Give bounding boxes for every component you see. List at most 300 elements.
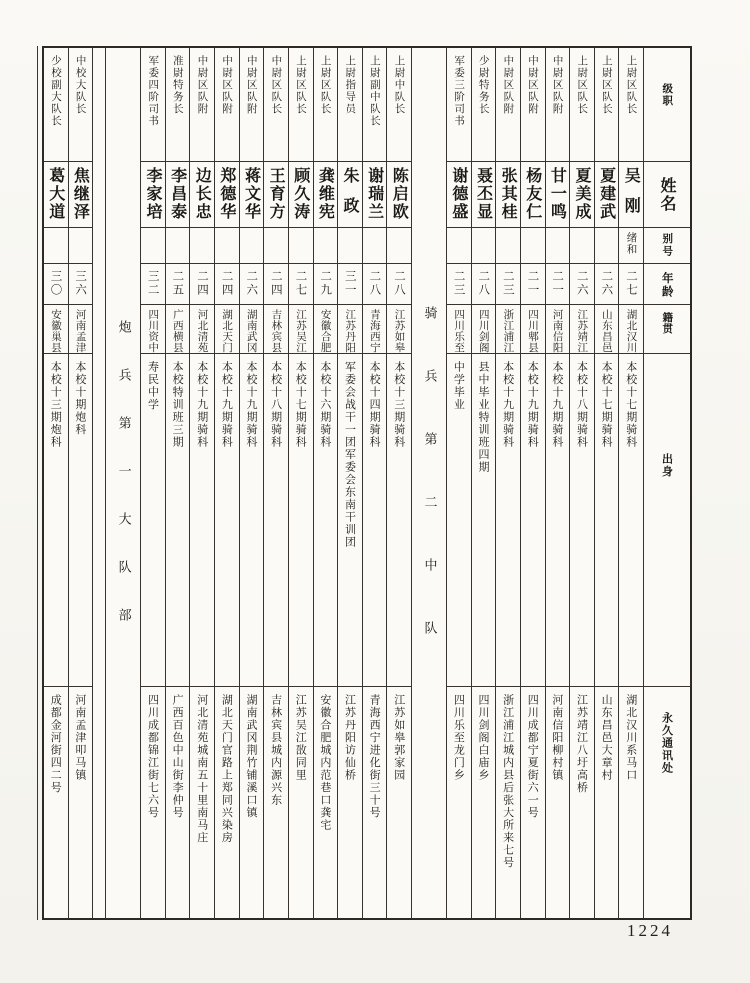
age-text: 二八 — [368, 270, 383, 297]
rank-text: 上尉中队长 — [393, 55, 406, 115]
name-cell — [190, 162, 214, 228]
rank-text: 军委四阶司书 — [147, 55, 160, 127]
table-header-column — [643, 48, 690, 918]
rank-cell — [472, 48, 496, 162]
section-title-text: 炮兵第一大队部 — [115, 320, 131, 656]
age-text: 二一 — [526, 270, 541, 297]
name-cell — [546, 162, 570, 228]
address-text: 安徽合肥城内范巷口龚宅 — [318, 694, 332, 832]
age-cell — [44, 264, 68, 305]
name-text: 龚维宪 — [316, 167, 336, 221]
rank-text: 中尉区队附 — [245, 55, 258, 115]
address-cell — [387, 687, 411, 918]
origin-cell — [472, 305, 496, 354]
background-text: 中学毕业 — [452, 361, 466, 411]
address-cell — [166, 687, 190, 918]
rank-cell — [289, 48, 313, 162]
rank-cell — [546, 48, 570, 162]
header-label-background: 出身 — [660, 453, 674, 478]
origin-cell — [447, 305, 471, 354]
address-cell — [141, 687, 165, 918]
rank-cell — [69, 48, 93, 162]
address-text: 江苏如皋郭家园 — [392, 694, 406, 782]
background-cell — [595, 354, 619, 687]
origin-text: 河北清苑 — [196, 309, 209, 353]
origin-text: 四川乐至 — [453, 309, 466, 353]
rank-cell — [595, 48, 619, 162]
header-cell-age — [644, 264, 690, 305]
address-text: 河北清苑城南五十里南马庄 — [195, 694, 209, 844]
rank-text: 中尉区队附 — [221, 55, 234, 115]
name-text: 聂丕显 — [474, 167, 494, 221]
alias-cell — [595, 228, 619, 264]
alias-cell — [264, 228, 288, 264]
rank-cell — [190, 48, 214, 162]
alias-cell — [472, 228, 496, 264]
person-column — [495, 48, 520, 918]
alias-cell — [521, 228, 545, 264]
background-text: 本校特训班三期 — [171, 361, 185, 449]
origin-cell — [314, 305, 338, 354]
origin-cell — [595, 305, 619, 354]
name-cell — [240, 162, 264, 228]
address-text: 四川乐至龙门乡 — [452, 694, 466, 782]
name-cell — [69, 162, 93, 228]
section-title-column — [105, 48, 140, 918]
background-cell — [166, 354, 190, 687]
age-cell — [289, 264, 313, 305]
header-cell-alias — [644, 228, 690, 264]
age-text: 二一 — [551, 270, 566, 297]
address-text: 湖南武冈荆竹铺溪口镇 — [244, 694, 258, 819]
alias-cell — [44, 228, 68, 264]
name-text: 边长忠 — [193, 167, 213, 221]
alias-cell — [363, 228, 387, 264]
name-cell — [472, 162, 496, 228]
name-text: 顾久涛 — [291, 167, 311, 221]
alias-cell — [387, 228, 411, 264]
background-text: 本校十九期骑科 — [501, 361, 515, 449]
age-text: 三二 — [146, 270, 161, 297]
name-cell — [619, 162, 643, 228]
name-text: 李家培 — [143, 167, 163, 221]
address-text: 青海西宁进化街三十号 — [368, 694, 382, 819]
rank-text: 上尉副中队长 — [368, 55, 381, 127]
age-cell — [387, 264, 411, 305]
rank-text: 上尉指导员 — [344, 55, 357, 115]
person-column — [68, 48, 93, 918]
name-cell — [363, 162, 387, 228]
header-cell-background — [644, 354, 690, 687]
address-cell — [289, 687, 313, 918]
origin-text: 四川剑阁 — [477, 309, 490, 353]
person-column — [239, 48, 264, 918]
address-text: 河南孟津叩马镇 — [73, 694, 87, 782]
age-text: 二六 — [600, 270, 615, 297]
alias-cell — [314, 228, 338, 264]
background-text: 本校十三期炮科 — [49, 361, 63, 449]
background-text: 本校十九期骑科 — [244, 361, 258, 449]
age-text: 二四 — [195, 270, 210, 297]
origin-cell — [363, 305, 387, 354]
origin-text: 安徽巢县 — [49, 309, 62, 353]
background-text: 本校十期炮科 — [73, 361, 87, 436]
background-cell — [69, 354, 93, 687]
name-cell — [166, 162, 190, 228]
rank-cell — [521, 48, 545, 162]
person-column — [471, 48, 496, 918]
age-cell — [546, 264, 570, 305]
person-column — [446, 48, 471, 918]
age-cell — [595, 264, 619, 305]
spacer-column — [92, 48, 105, 918]
name-text: 张其桂 — [499, 167, 519, 221]
background-cell — [190, 354, 214, 687]
name-cell — [595, 162, 619, 228]
name-cell — [141, 162, 165, 228]
background-cell — [338, 354, 362, 687]
person-column — [189, 48, 214, 918]
address-cell — [521, 687, 545, 918]
rank-cell — [240, 48, 264, 162]
origin-cell — [338, 305, 362, 354]
rank-text: 上尉区队长 — [294, 55, 307, 115]
origin-text: 江苏如皋 — [393, 309, 406, 353]
age-text: 二三 — [452, 270, 467, 297]
address-text: 江苏丹阳访仙桥 — [343, 694, 357, 782]
background-text: 本校十六期骑科 — [318, 361, 332, 449]
background-cell — [496, 354, 520, 687]
age-cell — [264, 264, 288, 305]
rank-cell — [215, 48, 239, 162]
name-text: 夏建武 — [597, 167, 617, 221]
name-text: 焦继泽 — [71, 167, 91, 221]
rank-cell — [264, 48, 288, 162]
age-text: 二九 — [319, 270, 334, 297]
left-double-rule — [37, 46, 38, 920]
origin-text: 江苏丹阳 — [344, 309, 357, 353]
address-text: 江苏靖江八圩高桥 — [575, 694, 589, 794]
rank-cell — [363, 48, 387, 162]
person-column — [313, 48, 338, 918]
alias-cell — [215, 228, 239, 264]
age-cell — [141, 264, 165, 305]
background-text: 本校十七期骑科 — [294, 361, 308, 449]
address-text: 山东昌邑大章村 — [600, 694, 614, 782]
address-cell — [314, 687, 338, 918]
rank-cell — [570, 48, 594, 162]
name-cell — [289, 162, 313, 228]
alias-cell — [240, 228, 264, 264]
background-cell — [264, 354, 288, 687]
age-text: 二六 — [575, 270, 590, 297]
background-text: 本校十八期骑科 — [575, 361, 589, 449]
person-column — [44, 48, 68, 918]
background-text: 本校十九期骑科 — [220, 361, 234, 449]
origin-cell — [264, 305, 288, 354]
origin-text: 湖北天门 — [221, 309, 234, 353]
rank-cell — [141, 48, 165, 162]
name-cell — [215, 162, 239, 228]
person-column — [165, 48, 190, 918]
person-column — [569, 48, 594, 918]
name-cell — [264, 162, 288, 228]
background-text: 本校十七期骑科 — [600, 361, 614, 449]
alias-cell — [619, 228, 643, 264]
origin-cell — [289, 305, 313, 354]
name-text: 郑德华 — [217, 167, 237, 221]
origin-cell — [496, 305, 520, 354]
rank-text: 上尉区队长 — [576, 55, 589, 115]
address-text: 四川成都宁夏街六一号 — [526, 694, 540, 819]
person-column — [520, 48, 545, 918]
name-text: 杨友仁 — [523, 167, 543, 221]
section-title-text: 骑兵第二中队 — [421, 306, 437, 684]
spacer-cell — [93, 48, 105, 918]
age-text: 二三 — [501, 270, 516, 297]
address-cell — [338, 687, 362, 918]
person-column — [263, 48, 288, 918]
header-label-rank: 级职 — [661, 83, 674, 107]
address-cell — [190, 687, 214, 918]
name-cell — [521, 162, 545, 228]
age-cell — [190, 264, 214, 305]
age-cell — [619, 264, 643, 305]
address-text: 四川成都锦江街七六号 — [146, 694, 160, 819]
rank-text: 少校副大队长 — [49, 55, 62, 127]
name-cell — [314, 162, 338, 228]
rank-cell — [387, 48, 411, 162]
age-cell — [472, 264, 496, 305]
person-column — [386, 48, 411, 918]
alias-cell — [289, 228, 313, 264]
age-cell — [215, 264, 239, 305]
address-cell — [570, 687, 594, 918]
age-text: 二四 — [220, 270, 235, 297]
age-text: 三〇 — [49, 270, 64, 297]
person-column — [362, 48, 387, 918]
rank-text: 少尉特务长 — [477, 55, 490, 115]
origin-cell — [190, 305, 214, 354]
background-text: 本校十九期骑科 — [195, 361, 209, 449]
section-title-column — [411, 48, 446, 918]
rank-cell — [619, 48, 643, 162]
age-text: 二四 — [269, 270, 284, 297]
address-text: 浙江浦江城内县后张大所来七号 — [501, 694, 515, 869]
address-cell — [447, 687, 471, 918]
header-cell-rank — [644, 48, 690, 162]
origin-cell — [141, 305, 165, 354]
age-text: 二七 — [294, 270, 309, 297]
address-text: 四川剑阁白庙乡 — [476, 694, 490, 782]
header-label-age: 年龄 — [660, 272, 675, 299]
background-text: 本校十九期骑科 — [526, 361, 540, 449]
age-cell — [69, 264, 93, 305]
background-cell — [314, 354, 338, 687]
name-text: 谢瑞兰 — [365, 167, 385, 221]
rank-text: 准尉特务长 — [171, 55, 184, 115]
person-column — [618, 48, 643, 918]
rank-text: 军委三阶司书 — [453, 55, 466, 127]
person-column — [214, 48, 239, 918]
section-title-cell — [412, 48, 446, 918]
rank-text: 中尉区队附 — [502, 55, 515, 115]
background-cell — [141, 354, 165, 687]
background-cell — [447, 354, 471, 687]
origin-text: 湖北汉川 — [625, 309, 638, 353]
age-cell — [240, 264, 264, 305]
background-cell — [570, 354, 594, 687]
alias-cell — [190, 228, 214, 264]
background-text: 本校十八期骑科 — [269, 361, 283, 449]
header-cell-origin — [644, 305, 690, 354]
header-cell-name — [644, 162, 690, 228]
rank-text: 中尉区队附 — [526, 55, 539, 115]
rank-text: 中校大队长 — [74, 55, 87, 115]
name-cell — [447, 162, 471, 228]
background-text: 本校十三期骑科 — [392, 361, 406, 449]
name-text: 谢德盛 — [449, 167, 469, 221]
rank-text: 中尉区队附 — [196, 55, 209, 115]
rank-cell — [447, 48, 471, 162]
header-cell-address — [644, 687, 690, 918]
origin-text: 江苏靖江 — [576, 309, 589, 353]
origin-cell — [387, 305, 411, 354]
roster-table — [42, 46, 692, 920]
background-cell — [387, 354, 411, 687]
name-cell — [496, 162, 520, 228]
name-text: 陈启欧 — [390, 167, 410, 221]
origin-cell — [69, 305, 93, 354]
rank-text: 上尉区队长 — [600, 55, 613, 115]
rank-cell — [314, 48, 338, 162]
age-cell — [166, 264, 190, 305]
background-text: 本校十七期骑科 — [624, 361, 638, 449]
alias-cell — [546, 228, 570, 264]
address-text: 广西百色中山街李仲号 — [171, 694, 185, 819]
background-text: 军委会战干一团军委会东南干训团 — [343, 361, 357, 549]
person-column — [337, 48, 362, 918]
origin-text: 吉林宾县 — [270, 309, 283, 353]
address-cell — [595, 687, 619, 918]
person-column — [288, 48, 313, 918]
age-text: 二六 — [245, 270, 260, 297]
age-cell — [570, 264, 594, 305]
address-cell — [472, 687, 496, 918]
rank-cell — [338, 48, 362, 162]
origin-cell — [619, 305, 643, 354]
background-cell — [215, 354, 239, 687]
alias-cell — [69, 228, 93, 264]
rank-cell — [44, 48, 68, 162]
address-text: 湖北天门官路上郑同兴染房 — [220, 694, 234, 844]
header-label-origin: 籍贯 — [661, 312, 674, 334]
name-cell — [44, 162, 68, 228]
age-text: 三一 — [343, 270, 358, 297]
age-cell — [447, 264, 471, 305]
rank-text: 中尉区队附 — [551, 55, 564, 115]
background-text: 本校十四期骑科 — [368, 361, 382, 449]
alias-cell — [338, 228, 362, 264]
address-cell — [240, 687, 264, 918]
origin-text: 河南孟津 — [74, 309, 87, 353]
origin-text: 四川郫县 — [526, 309, 539, 353]
origin-text: 江苏吴江 — [294, 309, 307, 353]
rank-cell — [166, 48, 190, 162]
background-cell — [44, 354, 68, 687]
background-cell — [521, 354, 545, 687]
origin-cell — [44, 305, 68, 354]
person-column — [140, 48, 165, 918]
address-cell — [619, 687, 643, 918]
address-text: 河南信阳柳村镇 — [550, 694, 564, 782]
person-column — [545, 48, 570, 918]
address-text: 湖北汉川系马口 — [624, 694, 638, 782]
address-cell — [363, 687, 387, 918]
name-text: 蒋文华 — [242, 167, 262, 221]
person-column — [594, 48, 619, 918]
page-number: 1224 — [627, 921, 673, 940]
name-text: 甘一鸣 — [548, 167, 568, 221]
alias-cell — [166, 228, 190, 264]
background-text: 寿民中学 — [146, 361, 160, 411]
address-cell — [546, 687, 570, 918]
section-title-cell — [106, 48, 140, 918]
age-cell — [521, 264, 545, 305]
alias-text: 绪和 — [625, 232, 638, 255]
header-label-alias: 别号 — [661, 233, 674, 258]
age-text: 二七 — [624, 270, 639, 297]
header-label-name: 姓名 — [658, 177, 677, 213]
address-cell — [215, 687, 239, 918]
name-text: 夏美成 — [572, 167, 592, 221]
age-cell — [338, 264, 362, 305]
age-text: 三六 — [74, 270, 89, 297]
name-text: 王育方 — [267, 167, 287, 221]
age-text: 二五 — [171, 270, 186, 297]
name-cell — [338, 162, 362, 228]
age-cell — [363, 264, 387, 305]
origin-cell — [521, 305, 545, 354]
alias-cell — [496, 228, 520, 264]
origin-cell — [215, 305, 239, 354]
name-text: 朱政 — [340, 167, 360, 227]
name-cell — [570, 162, 594, 228]
background-cell — [240, 354, 264, 687]
name-text: 吴刚 — [622, 167, 642, 227]
rank-text: 中尉区队长 — [270, 55, 283, 115]
rank-text: 上尉区队长 — [319, 55, 332, 115]
alias-cell — [141, 228, 165, 264]
origin-cell — [546, 305, 570, 354]
origin-cell — [240, 305, 264, 354]
background-cell — [289, 354, 313, 687]
origin-text: 安徽合肥 — [319, 309, 332, 353]
address-cell — [44, 687, 68, 918]
age-cell — [314, 264, 338, 305]
origin-text: 湖南武冈 — [245, 309, 258, 353]
age-text: 二八 — [477, 270, 492, 297]
address-text: 江苏吴江敔同里 — [294, 694, 308, 782]
address-cell — [496, 687, 520, 918]
address-text: 吉林宾县城内源兴东 — [269, 694, 283, 807]
origin-text: 河南信阳 — [551, 309, 564, 353]
rank-text: 上尉区队长 — [625, 55, 638, 115]
age-text: 二八 — [392, 270, 407, 297]
origin-text: 青海西宁 — [368, 309, 381, 353]
origin-text: 山东昌邑 — [600, 309, 613, 353]
background-text: 县中毕业特训班四期 — [476, 361, 490, 474]
